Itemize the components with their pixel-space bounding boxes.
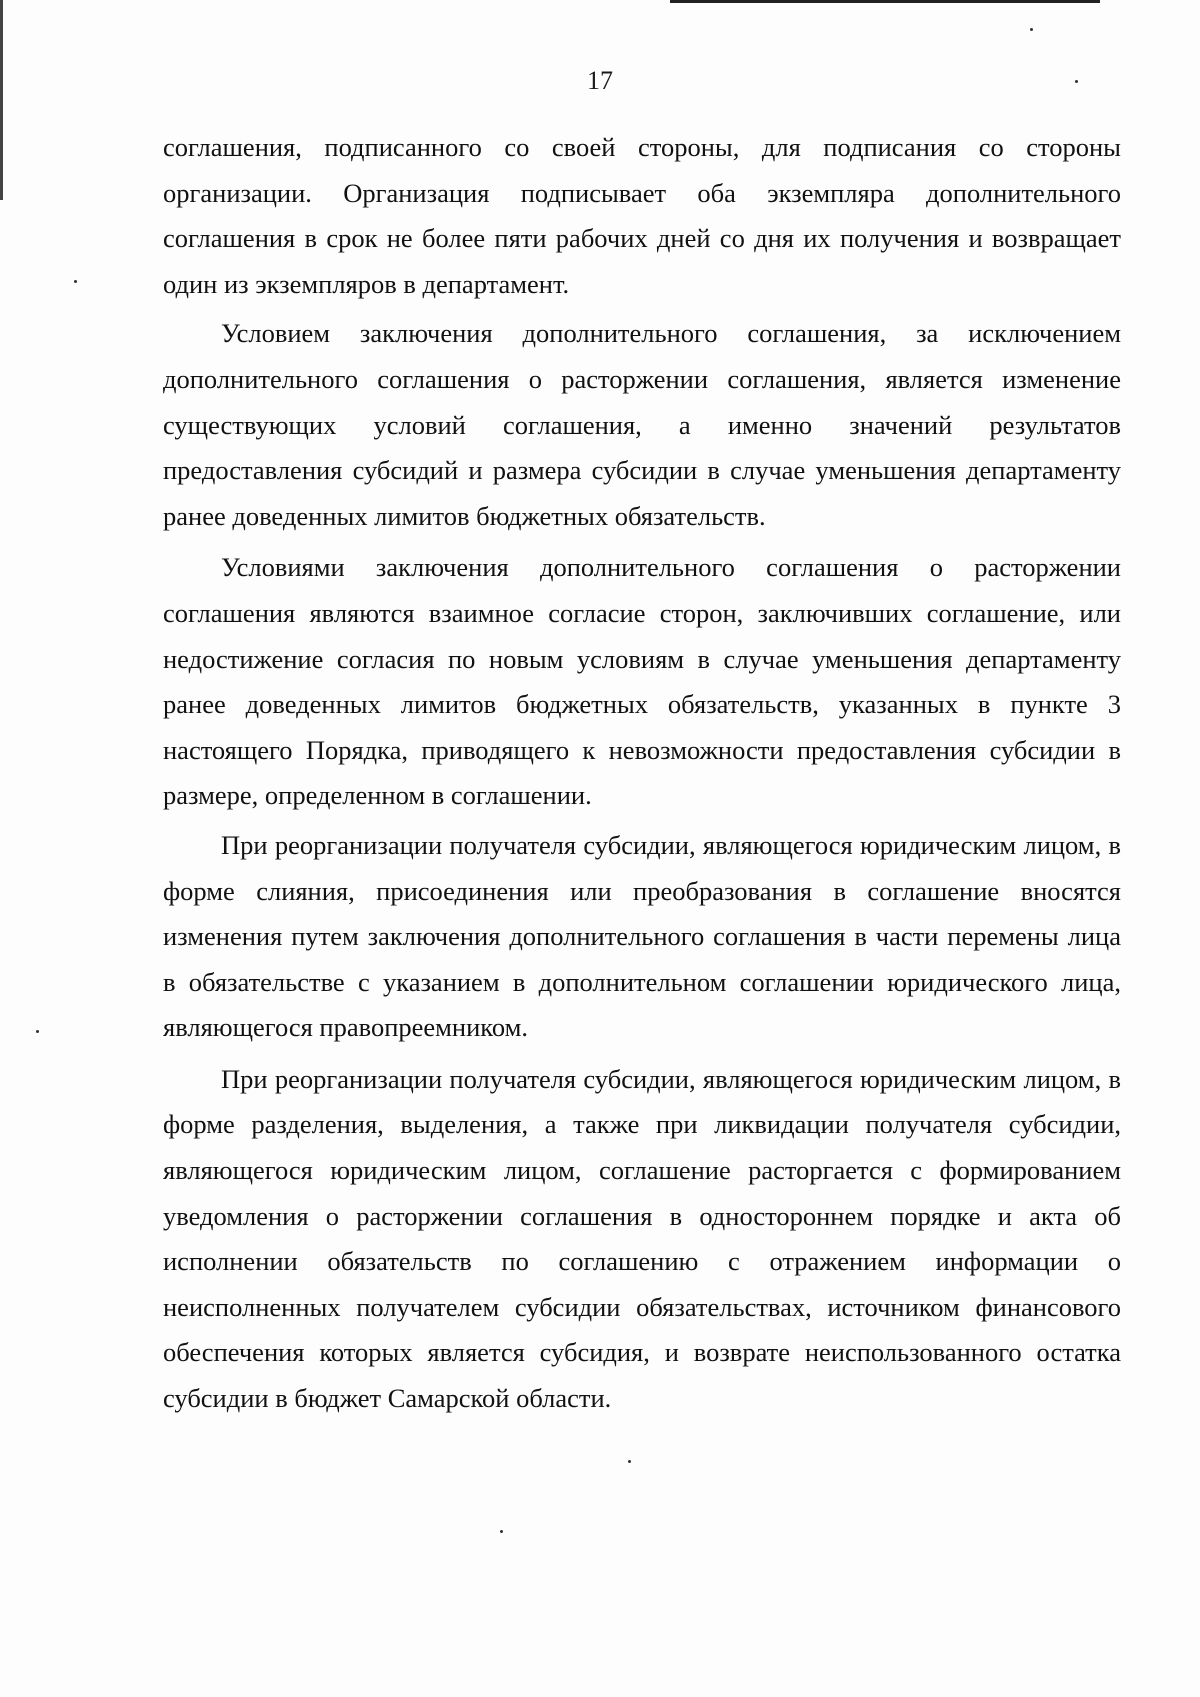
scan-speck <box>74 280 77 283</box>
scan-speck <box>1075 80 1078 83</box>
paragraph-reorganization-division: При реорганизации получателя субсидии, являющегося юридическим лицом, в форме разделения, выделения, а также при ликвидации получателя субсидии, являющегося юридическим лицом, соглашение расторгается с формированием уведомления о расторжении соглашения в одностороннем порядке и акта об исполнении обязательств по соглашению с отражением информации о неисполненных получателем субсидии обязательствах, источником финансового обеспечения которых является субсидия, и возврате неиспользованного остатка субсидии в бюджет Самарской области. <box>163 1063 1121 1414</box>
paragraph-continuation: соглашения, подписанного со своей стороны, для подписания со стороны организации. Организация подписывает оба экземпляра дополнительного соглашения в срок не более пяти рабочих дней со дня их получения и возвращает один из экземпляров в департамент. <box>163 132 1121 299</box>
scan-speck <box>628 1460 631 1463</box>
page-number: 17 <box>587 66 613 95</box>
scan-left-edge <box>0 0 3 200</box>
document-body <box>163 125 1121 1422</box>
paragraph-reorganization-merger: При реорганизации получателя субсидии, являющегося юридическим лицом, в форме слияния, присоединения или преобразования в соглашение вносятся изменения путем заключения дополнительного соглашения в части перемены лица в обязательстве с указанием в дополнительном соглашении юридического лица, являющегося правопреемником. <box>163 829 1121 1043</box>
paragraph-additional-agreement-conditions: Условием заключения дополнительного соглашения, за исключением дополнительного соглашения о расторжении соглашения, является изменение существующих условий соглашения, а именно значений результатов предоставления субсидий и размера субсидии в случае уменьшения департаменту ранее доведенных лимитов бюджетных обязательств. <box>163 318 1121 531</box>
paragraph-termination-conditions: Условиями заключения дополнительного соглашения о расторжении соглашения являются взаимное согласие сторон, заключивших соглашение, или недостижение согласия по новым условиям в случае уменьшения департаменту ранее доведенных лимитов бюджетных обязательств, указанных в пункте 3 настоящего Порядка, приводящего к невозможности предоставления субсидии в размере, определенном в соглашении. <box>163 552 1121 811</box>
scan-speck <box>1030 28 1033 31</box>
scan-speck <box>36 1030 39 1033</box>
scan-speck <box>500 1530 503 1533</box>
scan-top-edge <box>670 0 1100 3</box>
